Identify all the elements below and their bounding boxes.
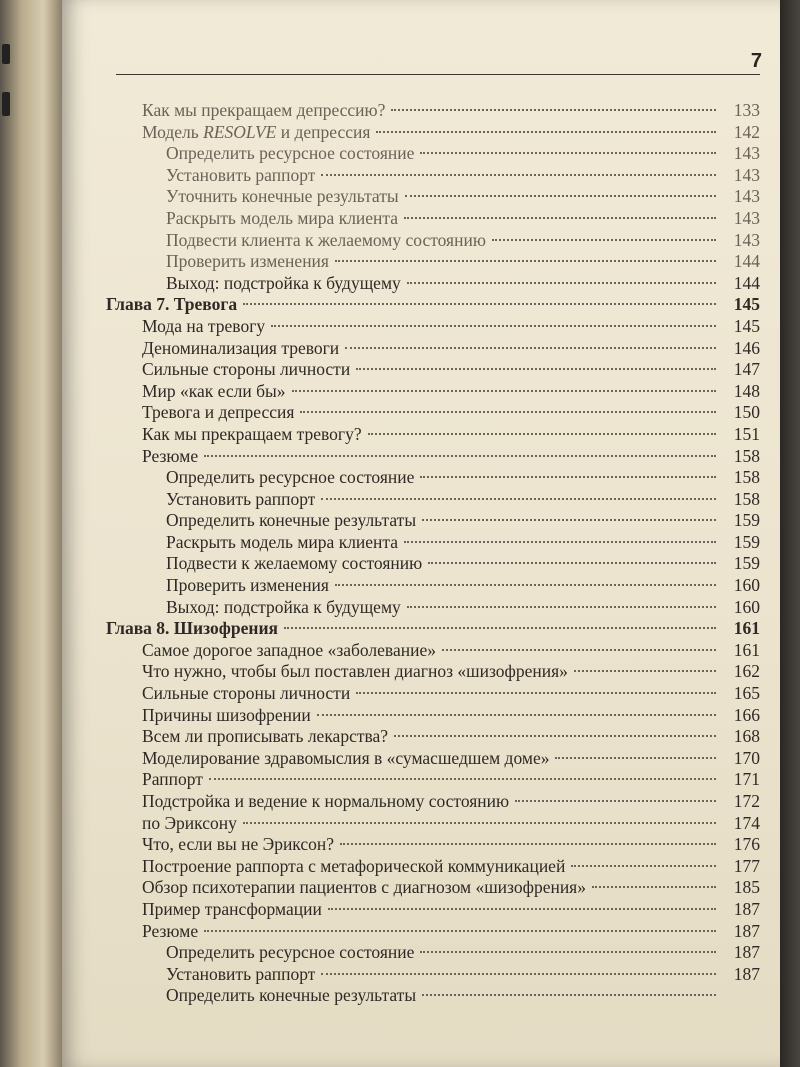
toc-entry-title: Выход: подстройка к будущему: [166, 272, 401, 293]
toc-entry-title: Подвести клиента к желаемому состоянию: [166, 229, 486, 250]
book-page: [62, 0, 780, 1067]
toc-entry: [102, 640, 760, 662]
table-of-contents: [102, 100, 760, 1007]
toc-entry: [102, 186, 760, 208]
toc-entry-page: 177: [733, 855, 760, 876]
toc-entry-title: Моделирование здравомыслия в «сумасшедшем доме»: [142, 747, 550, 768]
toc-entry-title: Самое дорогое западное «заболевание»: [142, 639, 436, 660]
toc-entry: [102, 532, 760, 554]
toc-entry-title: Модель RESOLVE и депрессия: [142, 121, 371, 142]
toc-entry-page: 145: [733, 294, 760, 315]
dot-leader: [428, 562, 716, 564]
toc-entry-title: по Эриксону: [142, 812, 237, 833]
toc-entry-title: Раппорт: [142, 769, 203, 790]
toc-entry: [102, 338, 760, 360]
toc-entry: [102, 597, 760, 619]
dot-leader: [204, 455, 716, 457]
toc-entry-title: Подстройка и ведение к нормальному состоянию: [142, 791, 510, 811]
toc-entry-title: Всем ли прописывать лекарства?: [142, 726, 389, 747]
toc-entry-title: Что нужно, чтобы был поставлен диагноз «шизофрения»: [142, 661, 568, 682]
spine-mark: [2, 92, 10, 116]
toc-entry-page: 143: [733, 207, 760, 228]
dot-leader: [592, 886, 716, 888]
toc-entry-title: Установить раппорт: [166, 488, 316, 509]
toc-entry-page: 144: [733, 272, 760, 293]
toc-entry: [102, 834, 760, 856]
toc-entry: [102, 467, 760, 489]
toc-entry: [102, 553, 760, 575]
toc-entry: [102, 985, 760, 1007]
dot-leader: [328, 908, 716, 910]
dot-leader: [300, 411, 716, 413]
toc-entry-page: 143: [733, 143, 760, 164]
dot-leader: [407, 282, 716, 284]
toc-entry-page: 160: [733, 575, 760, 596]
toc-entry-title: Проверить изменения: [166, 575, 329, 596]
toc-entry-page: 146: [733, 337, 760, 358]
dot-leader: [376, 131, 716, 133]
dot-leader: [204, 930, 716, 932]
dot-leader: [442, 649, 716, 651]
dot-leader: [335, 584, 716, 586]
dot-leader: [391, 109, 716, 111]
toc-entry-page: 187: [733, 963, 760, 984]
toc-entry: [102, 100, 760, 122]
dot-leader: [284, 627, 716, 629]
toc-entry-title: Определить ресурсное состояние: [166, 467, 415, 488]
toc-entry-title: Сильные стороны личности: [142, 683, 351, 704]
toc-entry: [102, 899, 760, 921]
toc-entry: [102, 230, 760, 252]
toc-entry: [102, 251, 760, 273]
dot-leader: [420, 951, 716, 953]
dot-leader: [321, 498, 716, 500]
toc-entry-title: Что, если вы не Эриксон?: [142, 834, 335, 855]
toc-entry-title: Подвести к желаемому состоянию: [166, 553, 423, 574]
page-number: 7: [750, 50, 762, 72]
toc-entry-page: 170: [733, 747, 760, 768]
dot-leader: [394, 735, 716, 737]
toc-entry-page: 147: [733, 359, 760, 380]
toc-entry: [102, 769, 760, 791]
toc-entry-page: 151: [733, 423, 760, 444]
toc-entry-page: 162: [733, 661, 760, 682]
toc-entry-page: 158: [733, 467, 760, 488]
toc-entry-title: Как мы прекращаем тревогу?: [142, 423, 362, 444]
toc-entry-page: 142: [733, 121, 760, 142]
toc-entry-title: Установить раппорт: [166, 164, 316, 185]
toc-entry-page: 185: [733, 877, 760, 898]
dot-leader: [345, 347, 716, 349]
dot-leader: [209, 778, 716, 780]
toc-entry-page: 166: [733, 704, 760, 725]
toc-entry-page: 158: [733, 445, 760, 466]
toc-entry-title: Установить раппорт: [166, 963, 316, 984]
toc-entry: [102, 964, 760, 986]
toc-entry: [102, 921, 760, 943]
toc-entry: [102, 273, 760, 295]
chapter-heading: [102, 618, 760, 640]
dot-leader: [420, 476, 716, 478]
toc-entry: [102, 446, 760, 468]
dot-leader: [243, 822, 716, 824]
dot-leader: [422, 994, 716, 996]
toc-entry-title: Глава 7. Тревога: [106, 294, 238, 315]
toc-entry-title: Мода на тревогу: [142, 315, 266, 336]
toc-entry: [102, 877, 760, 899]
toc-entry-title: Определить конечные результаты: [166, 985, 417, 1006]
toc-entry: [102, 942, 760, 964]
toc-entry-page: 133: [733, 100, 760, 120]
book-spine: [0, 0, 62, 1067]
toc-entry: [102, 856, 760, 878]
toc-entry-page: 187: [733, 942, 760, 963]
toc-entry: [102, 143, 760, 165]
toc-entry-title: Построение раппорта с метафорической коммуникацией: [142, 855, 566, 876]
dot-leader: [356, 368, 716, 370]
dot-leader: [404, 541, 716, 543]
dot-leader: [407, 606, 716, 608]
toc-entry-title: Как мы прекращаем депрессию?: [142, 100, 386, 120]
toc-entry-page: 161: [733, 639, 760, 660]
dot-leader: [317, 714, 716, 716]
header-rule: [116, 74, 760, 75]
dot-leader: [492, 239, 716, 241]
dot-leader: [405, 195, 716, 197]
toc-entry-page: 159: [733, 531, 760, 552]
toc-entry-page: 150: [733, 402, 760, 423]
toc-entry-page: 174: [733, 812, 760, 833]
toc-entry-title: Причины шизофрении: [142, 704, 311, 725]
toc-entry: [102, 316, 760, 338]
toc-entry-page: 158: [733, 488, 760, 509]
toc-entry-page: 168: [733, 726, 760, 747]
toc-entry-page: 187: [733, 898, 760, 919]
toc-entry: [102, 683, 760, 705]
toc-entry-title: Глава 8. Шизофрения: [106, 618, 279, 639]
toc-entry: [102, 165, 760, 187]
toc-entry-page: 145: [733, 315, 760, 336]
toc-entry: [102, 791, 760, 813]
toc-entry-page: 187: [733, 920, 760, 941]
toc-entry-title: Сильные стороны личности: [142, 359, 351, 380]
toc-entry-title: Уточнить конечные результаты: [166, 186, 399, 207]
page-edge: [780, 0, 800, 1067]
toc-entry: [102, 489, 760, 511]
toc-entry-page: 143: [733, 164, 760, 185]
toc-entry-title: Мир «как если бы»: [142, 380, 286, 401]
toc-entry-page: 159: [733, 553, 760, 574]
spine-mark: [2, 44, 10, 64]
dot-leader: [571, 865, 716, 867]
toc-entry-title: Деноминализация тревоги: [142, 337, 340, 358]
toc-entry: [102, 813, 760, 835]
dot-leader: [356, 692, 716, 694]
dot-leader: [321, 973, 716, 975]
toc-entry-page: 143: [733, 229, 760, 250]
toc-entry-title: Определить конечные результаты: [166, 510, 417, 531]
toc-entry: [102, 661, 760, 683]
toc-entry-page: 172: [733, 791, 760, 811]
toc-entry-page: 165: [733, 683, 760, 704]
toc-entry-page: 148: [733, 380, 760, 401]
toc-entry: [102, 575, 760, 597]
dot-leader: [422, 519, 716, 521]
dot-leader: [515, 800, 716, 802]
toc-entry-title: Резюме: [142, 445, 199, 466]
dot-leader: [340, 843, 716, 845]
dot-leader: [420, 152, 716, 154]
toc-entry-title: Резюме: [142, 920, 199, 941]
toc-entry-title: Определить ресурсное состояние: [166, 143, 415, 164]
toc-entry: [102, 705, 760, 727]
dot-leader: [335, 260, 716, 262]
toc-entry-title: Выход: подстройка к будущему: [166, 596, 401, 617]
dot-leader: [292, 390, 716, 392]
toc-entry-title: Раскрыть модель мира клиента: [166, 207, 399, 228]
toc-entry-page: 176: [733, 834, 760, 855]
dot-leader: [243, 303, 716, 305]
toc-entry-page: 143: [733, 186, 760, 207]
toc-entry-title: Определить ресурсное состояние: [166, 942, 415, 963]
dot-leader: [368, 433, 716, 435]
dot-leader: [321, 174, 716, 176]
toc-entry-title: Обзор психотерапии пациентов с диагнозом «шизофрения»: [142, 877, 586, 898]
toc-entry: [102, 748, 760, 770]
toc-entry-title: Раскрыть модель мира клиента: [166, 531, 399, 552]
toc-entry-page: 160: [733, 596, 760, 617]
toc-entry-title: Проверить изменения: [166, 251, 329, 272]
toc-entry: [102, 510, 760, 532]
toc-entry: [102, 359, 760, 381]
chapter-heading: [102, 294, 760, 316]
toc-entry-title: Тревога и депрессия: [142, 402, 295, 423]
toc-entry-page: 159: [733, 510, 760, 531]
toc-entry-page: 144: [733, 251, 760, 272]
toc-entry-page: 161: [733, 618, 760, 639]
toc-entry: [102, 208, 760, 230]
toc-entry: [102, 726, 760, 748]
dot-leader: [574, 670, 716, 672]
toc-entry-page: 171: [733, 769, 760, 790]
dot-leader: [271, 325, 716, 327]
toc-entry: [102, 122, 760, 144]
dot-leader: [555, 757, 716, 759]
dot-leader: [404, 217, 716, 219]
toc-entry: [102, 402, 760, 424]
toc-entry: [102, 381, 760, 403]
toc-entry-title: Пример трансформации: [142, 898, 322, 919]
toc-entry: [102, 424, 760, 446]
